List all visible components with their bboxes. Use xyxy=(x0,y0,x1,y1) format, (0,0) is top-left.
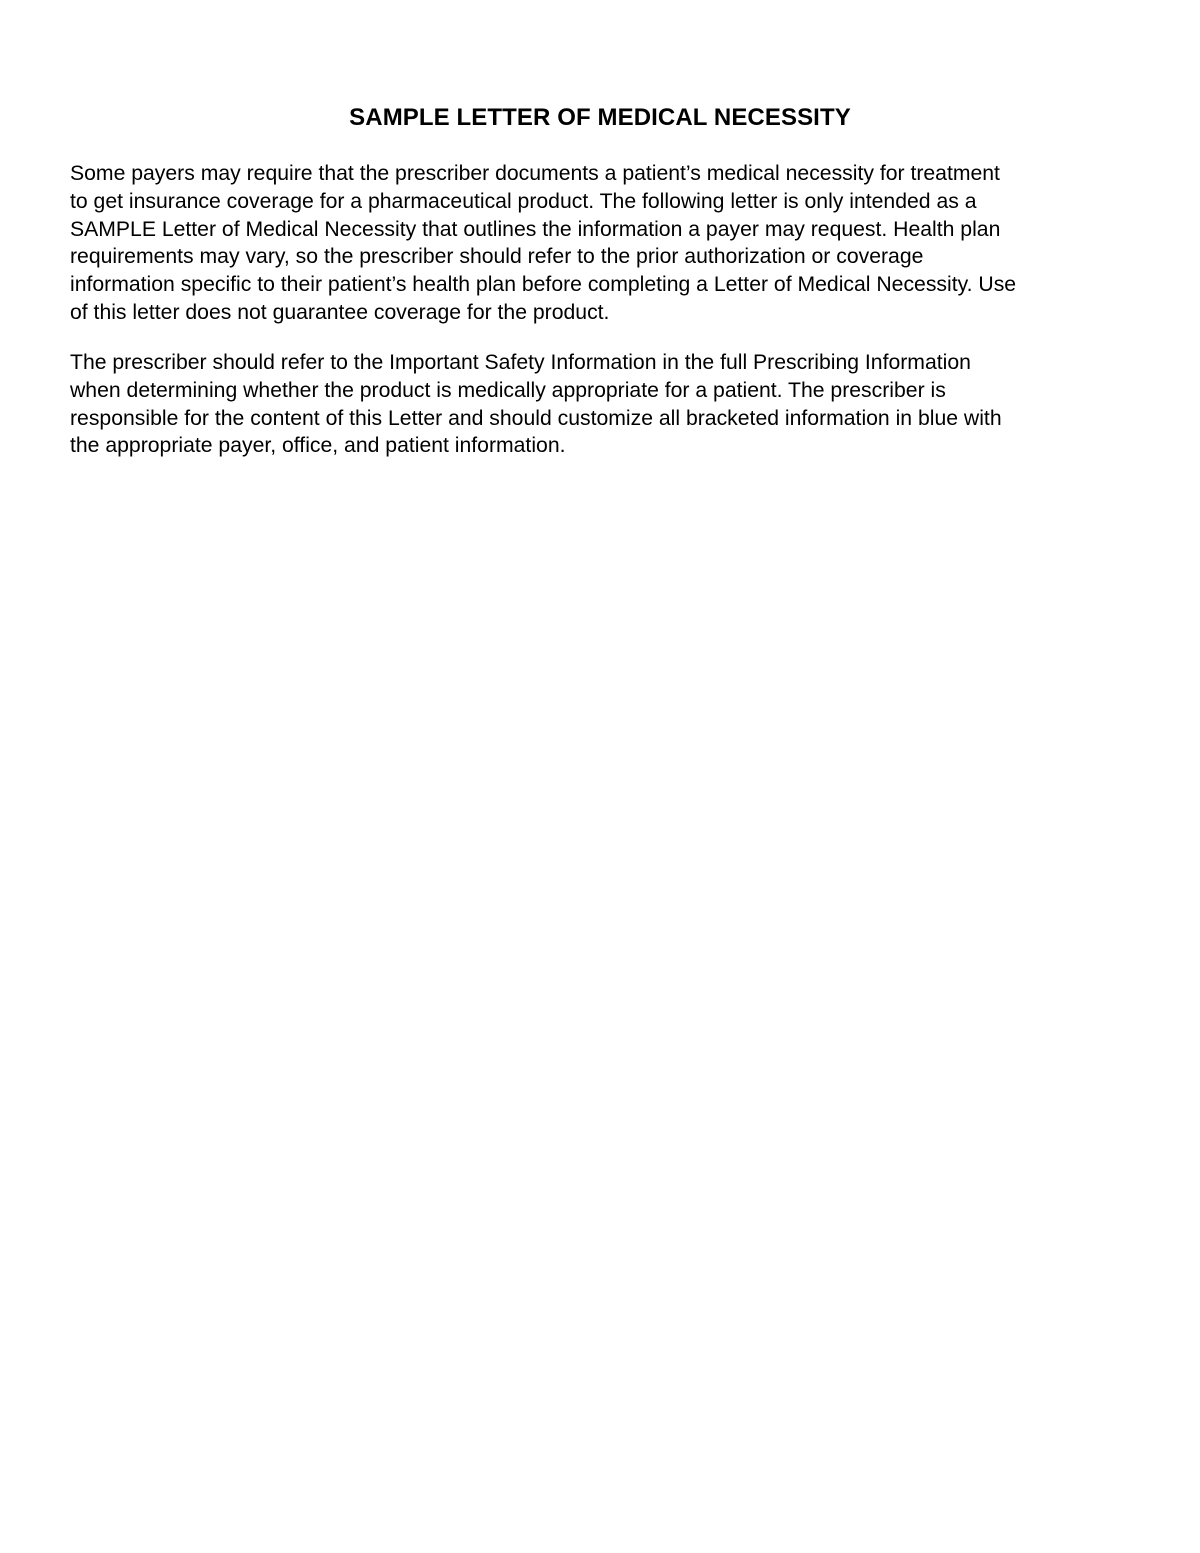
document-title: SAMPLE LETTER OF MEDICAL NECESSITY xyxy=(349,104,851,131)
paragraph-line: to get insurance coverage for a pharmaceutical product. The following letter is only intended as a xyxy=(70,189,977,213)
paragraph-line: the appropriate payer, office, and patient information. xyxy=(70,434,566,458)
paragraph-line: requirements may vary, so the prescriber should refer to the prior authorization or coverage xyxy=(70,245,924,269)
intro-paragraph xyxy=(70,160,1140,327)
paragraph-line: SAMPLE Letter of Medical Necessity that outlines the information a payer may request. Health plan xyxy=(70,217,1001,241)
paragraph-line: when determining whether the product is medically appropriate for a patient. The prescriber is xyxy=(70,378,946,402)
paragraph-line: The prescriber should refer to the Important Safety Information in the full Prescribing Information xyxy=(70,351,971,374)
paragraph-line: of this letter does not guarantee coverage for the product. xyxy=(70,300,610,324)
paragraph-line: information specific to their patient’s health plan before completing a Letter of Medical Necessity. Use xyxy=(70,273,1017,297)
paragraph-line: Some payers may require that the prescriber documents a patient’s medical necessity for treatment xyxy=(70,162,1000,185)
paragraph-line: responsible for the content of this Letter and should customize all bracketed information in blue with xyxy=(70,406,1002,430)
prescriber-responsibility-paragraph xyxy=(70,349,1140,460)
